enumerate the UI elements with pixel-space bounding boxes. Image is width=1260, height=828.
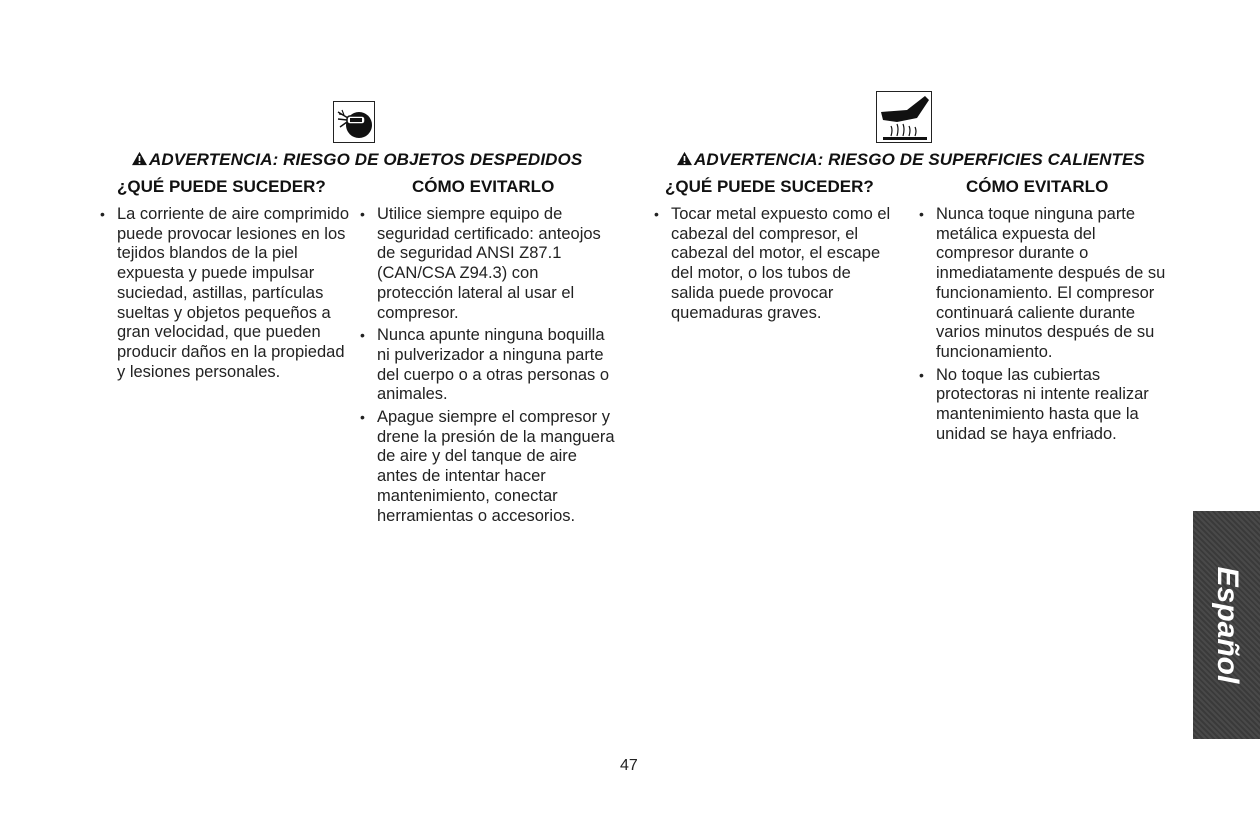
what-can-happen-list (654, 205, 894, 326)
warning-title-flying-objects (131, 150, 582, 170)
language-tab (1193, 511, 1260, 739)
warning-triangle-icon (676, 151, 693, 166)
warning-title-text: ADVERTENCIA: RIESGO DE SUPERFICIES CALIENTES (694, 150, 1145, 169)
list-item: • Apague siempre el compresor y drene la presión de la manguera de aire y del tanque de aire antes de intentar hacer mantenimiento, conectar herramientas o accesorios. (360, 408, 618, 526)
list-item: • No toque las cubiertas protectoras ni intente realizar mantenimiento hasta que la unidad se haya enfriado. (919, 366, 1174, 445)
how-to-avoid-heading: CÓMO EVITARLO (966, 177, 1109, 196)
how-to-avoid-list (360, 205, 618, 529)
what-can-happen-list (100, 205, 350, 385)
safety-goggles-face-icon (333, 101, 375, 143)
page-number: 47 (620, 757, 638, 774)
warning-triangle-icon (131, 151, 148, 166)
what-can-happen-heading: ¿QUÉ PUEDE SUCEDER? (665, 177, 874, 196)
warning-title-text: ADVERTENCIA: RIESGO DE OBJETOS DESPEDIDOS (149, 150, 583, 169)
hot-surface-hand-icon (876, 91, 932, 143)
list-item: • Tocar metal expuesto como el cabezal del compresor, el cabezal del motor, el escape del motor, o los tubos de salida puede provocar quemaduras graves. (654, 205, 894, 323)
list-item: • La corriente de aire comprimido puede provocar lesiones en los tejidos blandos de la piel expuesta y puede impulsar suciedad, astillas, partículas sueltas y objetos pequeños a gran velocidad, que pueden producir daños en la propiedad y lesiones personales. (100, 205, 350, 382)
list-item: • Utilice siempre equipo de seguridad certificado: anteojos de seguridad ANSI Z87.1 (CAN/CSA Z94.3) con protección lateral al usar el compresor. (360, 205, 618, 323)
list-item: • Nunca apunte ninguna boquilla ni pulverizador a ninguna parte del cuerpo o a otras personas o animales. (360, 326, 618, 405)
what-can-happen-heading: ¿QUÉ PUEDE SUCEDER? (117, 177, 326, 196)
how-to-avoid-list (919, 205, 1174, 447)
list-item: • Nunca toque ninguna parte metálica expuesta del compresor durante o inmediatamente después de su funcionamiento. El compresor continuará caliente durante varios minutos después de su funcionamiento. (919, 205, 1174, 363)
language-tab-label: Español (1210, 566, 1244, 684)
warning-title-hot-surfaces (676, 150, 1145, 170)
how-to-avoid-heading: CÓMO EVITARLO (412, 177, 555, 196)
